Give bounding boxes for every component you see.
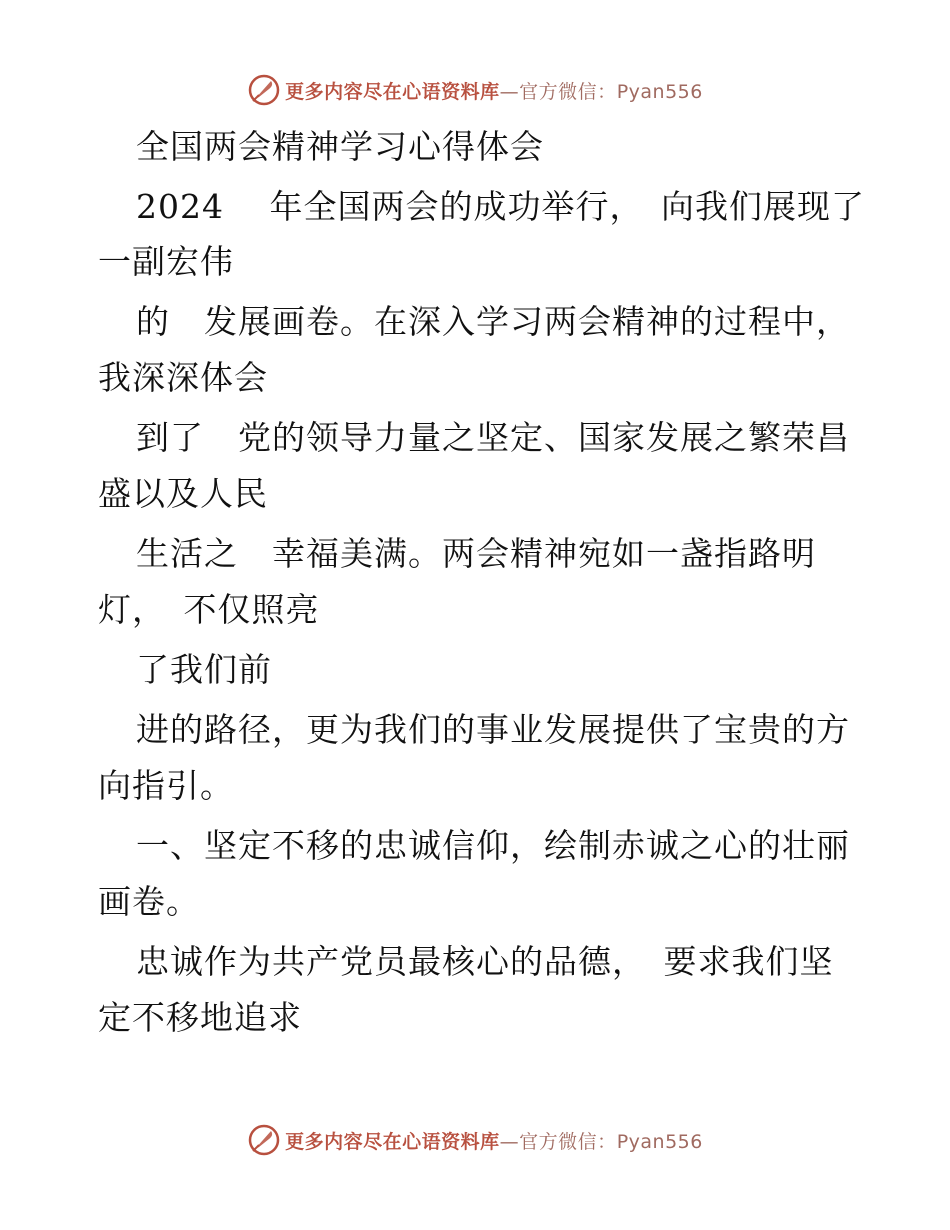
header-wechat-label: 官方微信： bbox=[519, 80, 617, 103]
header-source-text: 更多内容尽在心语资料库 bbox=[285, 80, 500, 103]
document-title: 全国两会精神学习心得体会 bbox=[136, 127, 544, 166]
header-banner-text bbox=[285, 77, 703, 104]
paragraph-line: 定不移地追求 bbox=[98, 998, 302, 1037]
paragraph-line: 盛以及人民 bbox=[98, 474, 268, 513]
header-banner bbox=[0, 70, 950, 110]
section-heading-line: 一、坚定不移的忠诚信仰，绘制赤诚之心的壮丽 bbox=[136, 826, 850, 865]
paragraph-line: 的 发展画卷。在深入学习两会精神的过程中， bbox=[136, 302, 850, 341]
paragraph-line: 生活之 幸福美满。两会精神宛如一盏指路明 bbox=[136, 534, 816, 573]
paragraph-line: 忠诚作为共产党员最核心的品德， 要求我们坚 bbox=[136, 942, 834, 981]
paragraph-line: 我深深体会 bbox=[98, 358, 268, 397]
footer-separator: — bbox=[499, 1130, 520, 1153]
footer-source-text: 更多内容尽在心语资料库 bbox=[285, 1130, 500, 1153]
paragraph-line: 画卷。 bbox=[98, 882, 200, 921]
paragraph-line: 了我们前 bbox=[136, 650, 272, 689]
paragraph-line: 到了 党的领导力量之坚定、国家发展之繁荣昌 bbox=[136, 418, 850, 457]
footer-wechat-label: 官方微信： bbox=[519, 1130, 617, 1153]
paragraph-line: 进的路径，更为我们的事业发展提供了宝贵的方 bbox=[136, 710, 850, 749]
quill-logo-icon bbox=[247, 73, 281, 107]
header-separator: — bbox=[499, 80, 520, 103]
header-wechat-id: Pyan556 bbox=[616, 80, 703, 103]
paragraph-line: 一副宏伟 bbox=[98, 242, 234, 281]
footer-wechat-id: Pyan556 bbox=[616, 1130, 703, 1153]
paragraph-line: 灯， 不仅照亮 bbox=[98, 590, 320, 629]
paragraph-line: 向指引。 bbox=[98, 766, 234, 805]
quill-logo-icon bbox=[247, 1123, 281, 1157]
paragraph-line: 2024 年全国两会的成功举行， 向我们展现了 bbox=[136, 187, 865, 226]
footer-banner-text bbox=[285, 1127, 703, 1154]
footer-banner bbox=[0, 1120, 950, 1160]
